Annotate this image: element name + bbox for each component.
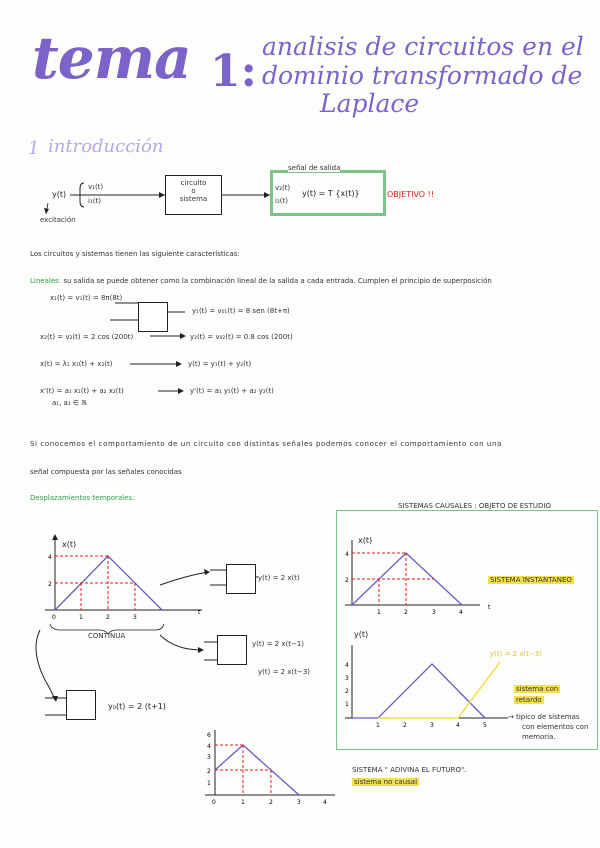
svg-text:2: 2 <box>207 768 211 775</box>
instant-label: SISTEMA INSTANTANEO <box>490 576 572 584</box>
paragraph-line1: Si conocemos el comportamiento de un circuito con distintas señales podemos conocer el comportamiento con una <box>30 440 502 448</box>
svg-text:5: 5 <box>483 722 487 729</box>
shift-out3: y₀(t) = 2 (t+1) <box>108 702 166 711</box>
title-number: 1: <box>210 46 257 97</box>
svg-text:2: 2 <box>48 581 52 588</box>
svg-text:4: 4 <box>48 554 52 561</box>
causal-graph-1 <box>340 535 490 620</box>
title-tema: tema <box>32 24 191 92</box>
svg-text:1: 1 <box>79 614 83 621</box>
input-top: v₁(t) <box>88 183 104 191</box>
shift-box-1 <box>226 564 256 594</box>
svg-text:t: t <box>488 604 491 611</box>
svg-text:1: 1 <box>345 701 349 708</box>
eq3-input: x(t) = λ₁ x₁(t) + x₂(t) <box>40 360 113 368</box>
delayed-line2: retardo <box>516 696 542 704</box>
paragraph-line2: señal compuesta por las señales conocidas <box>30 468 182 476</box>
svg-text:3: 3 <box>297 799 301 806</box>
svg-text:3: 3 <box>133 614 137 621</box>
svg-text:3: 3 <box>345 675 349 682</box>
eq4-output: y'(t) = a₁ y₁(t) + a₂ y₂(t) <box>190 387 274 395</box>
svg-text:0: 0 <box>212 799 216 806</box>
title-line3: Laplace <box>320 89 420 118</box>
output-top: v₂(t) <box>275 184 291 192</box>
svg-text:1: 1 <box>376 722 380 729</box>
causal-header: SISTEMAS CAUSALES : OBJETO DE ESTUDIO <box>398 502 551 510</box>
shift-graph-advanced <box>195 725 345 825</box>
output-bottom: i₂(t) <box>275 197 288 205</box>
eq3-output: y(t) = y₁(t) + y₂(t) <box>188 360 252 368</box>
continua-label: CONTINUA <box>88 632 126 640</box>
svg-text:4: 4 <box>345 662 349 669</box>
svg-text:4: 4 <box>456 722 460 729</box>
svg-text:2: 2 <box>345 577 349 584</box>
svg-text:t: t <box>198 609 201 616</box>
eq2-output: y₂(t) = v₀₂(t) = 0.8 cos (200t) <box>190 333 293 341</box>
excitation-label: excitación <box>40 216 76 224</box>
input-bottom: i₁(t) <box>88 197 101 205</box>
svg-text:6: 6 <box>207 732 211 739</box>
shift-graph-ylabel: x(t) <box>62 540 77 549</box>
svg-text:2: 2 <box>403 722 407 729</box>
memory-line3: memoria. <box>522 733 556 741</box>
svg-text:3: 3 <box>430 722 434 729</box>
svg-text:0: 0 <box>52 614 56 621</box>
intro-text: Los circuitos y sistemas tienen las siguiente características: <box>30 250 240 258</box>
section-heading: introducción <box>48 136 164 157</box>
svg-text:4: 4 <box>323 799 327 806</box>
title-line1: analisis de circuitos en el <box>262 32 584 61</box>
svg-text:4: 4 <box>345 551 349 558</box>
svg-text:4: 4 <box>207 743 211 750</box>
circuit-box-line1: circuito <box>180 179 207 187</box>
causal-graph2-ylabel: y(t) <box>354 630 369 639</box>
svg-text:3: 3 <box>207 754 211 761</box>
svg-text:2: 2 <box>404 609 408 616</box>
shift-out2b: y(t) = 2 x(t−3) <box>258 668 311 676</box>
eq4-input: x'(t) = a₁ x₁(t) + a₂ x₂(t) <box>40 387 124 395</box>
title-line2: dominio transformado de <box>262 61 583 90</box>
linear-label: Lineales: <box>30 277 62 285</box>
svg-text:1: 1 <box>241 799 245 806</box>
svg-text:2: 2 <box>345 688 349 695</box>
eq1-input: x₁(t) = v₁(t) = 8π(8t) <box>50 294 123 302</box>
svg-text:3: 3 <box>432 609 436 616</box>
memory-line2: con elementos con <box>522 723 589 731</box>
input-label: y(t) <box>52 190 67 199</box>
eq2-input: x₂(t) = v₂(t) = 2 cos (200t) <box>40 333 134 341</box>
linear-system-box <box>138 302 168 332</box>
linear-line <box>30 277 492 285</box>
circuit-box-line3: sistema <box>179 195 208 203</box>
causal-graph1-ylabel: x(t) <box>358 536 373 545</box>
eq4-note: a₁, a₂ ∈ ℝ <box>52 399 87 407</box>
linear-diagram-lines <box>0 290 600 420</box>
shift-box-3 <box>66 690 96 720</box>
svg-text:2: 2 <box>106 614 110 621</box>
svg-text:1: 1 <box>377 609 381 616</box>
shift-box-2 <box>217 635 247 665</box>
shift-out1: y(t) = 2 x(t) <box>258 574 300 582</box>
eq1-output: y₁(t) = v₀₁(t) = 8 sen (8t+π) <box>192 307 290 315</box>
circuit-box <box>165 175 222 215</box>
delayed-equation: y(t) = 2 x(t−3) <box>490 650 543 658</box>
output-label: señal de salida <box>288 164 341 172</box>
memory-line1: → tipico de sistemas <box>508 713 580 721</box>
output-equation: y(t) = T {x(t)} <box>302 189 360 198</box>
svg-text:2: 2 <box>269 799 273 806</box>
shifts-label: Desplazamientos temporales: <box>30 494 135 502</box>
objective-label: OBJETIVO !! <box>387 190 435 199</box>
section-number: 1 <box>28 138 40 159</box>
svg-text:4: 4 <box>459 609 463 616</box>
linear-text: su salida se puede obtener como la combinación lineal de la salida a cada entrada. Cumplen el principio de superposición <box>63 277 492 285</box>
guess-line1: SISTEMA " ADIVINA EL FUTURO". <box>352 766 467 774</box>
delayed-line1: sistema con <box>516 685 559 693</box>
shift-out2a: y(t) = 2 x(t−1) <box>252 640 305 648</box>
svg-text:1: 1 <box>207 780 211 787</box>
guess-line2: sistema no causal <box>354 778 418 786</box>
circuit-box-line2: o <box>191 187 196 195</box>
